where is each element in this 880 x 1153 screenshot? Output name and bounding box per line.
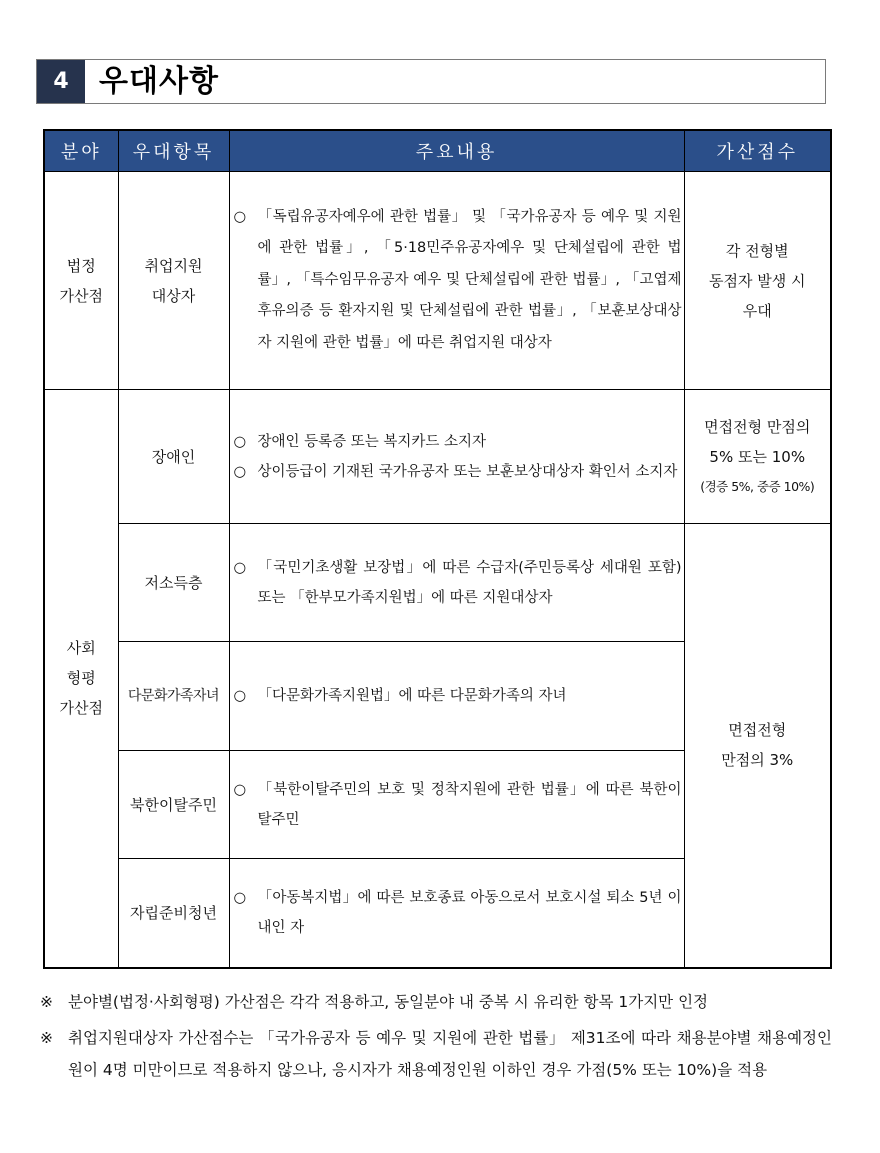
note-mark: ※ — [40, 993, 53, 1011]
note-mark: ※ — [40, 1029, 53, 1047]
disabled-content-cell: ○ 장애인 등록증 또는 복지카드 소지자 ○ 상이등급이 기재된 국가유공자 또는 보훈보상대상자 확인서 소지자 — [229, 390, 684, 524]
table-row — [44, 524, 831, 642]
preference-table — [43, 129, 832, 969]
note-item — [40, 1022, 832, 1086]
header-content: 주요내용 — [229, 130, 684, 172]
multicultural-item-cell: 다문화가족자녀 — [118, 642, 229, 751]
legal-content-text: 「독립유공자예우에 관한 법률」 및 「국가유공자 등 예우 및 지원에 관한 법률」, 「5·18민주유공자예우 및 단체설립에 관한 법률」, 「특수임무유공자 예우 및 단체설립에 관한 법률」, 「고엽제후유의증 등 환자지원 및 단체설립에 관한 법률」, 「보훈보상대상자 지원에 관한 법률」에 따른 취업지원 대상자 — [257, 208, 682, 351]
youth-item-cell: 자립준비청년 — [118, 859, 229, 968]
note-text: 분야별(법정·사회형평) 가산점은 각각 적용하고, 동일분야 내 중복 시 유리한 항목 1가지만 인정 — [68, 993, 709, 1011]
table-row — [44, 172, 831, 390]
note-text: 취업지원대상자 가산점수는 「국가유공자 등 예우 및 지원에 관한 법률」 제31조에 따라 채용분야별 채용예정인원이 4명 미만이므로 적용하지 않으나, 응시자가 채용예정인원 이하인 경우 가점(5% 또는 10%)을 적용 — [68, 1029, 832, 1079]
low-income-content-cell: ○ 「국민기초생활 보장법」에 따른 수급자(주민등록상 세대원 포함) 또는 「한부모가족지원법」에 따른 지원대상자 — [229, 524, 684, 642]
legal-content-cell — [229, 172, 684, 390]
youth-content-cell: ○ 「아동복지법」에 따른 보호종료 아동으로서 보호시설 퇴소 5년 이내인 자 — [229, 859, 684, 968]
legal-category-cell: 법정 가산점 — [44, 172, 118, 390]
legal-score-cell: 각 전형별 동점자 발생 시 우대 — [684, 172, 831, 390]
header-category: 분야 — [44, 130, 118, 172]
notes — [40, 986, 832, 1086]
multicultural-content-cell: ○ 「다문화가족지원법」에 따른 다문화가족의 자녀 — [229, 642, 684, 751]
section-title: 우대사항 — [99, 64, 219, 99]
shared-score-cell: 면접전형 만점의 3% — [684, 524, 831, 968]
table-row — [44, 390, 831, 524]
social-category-cell: 사회 형평 가산점 — [44, 390, 118, 968]
section-header — [36, 59, 826, 104]
legal-item-cell: 취업지원 대상자 — [118, 172, 229, 390]
low-income-item-cell: 저소득층 — [118, 524, 229, 642]
disabled-score-cell: 면접전형 만점의 5% 또는 10% (경증 5%, 중증 10%) — [684, 390, 831, 524]
disabled-item-cell: 장애인 — [118, 390, 229, 524]
defector-item-cell: 북한이탈주민 — [118, 751, 229, 859]
section-number: 4 — [37, 60, 85, 103]
note-item — [40, 986, 832, 1018]
header-score: 가산점수 — [684, 130, 831, 172]
bullet-mark: ○ — [233, 208, 247, 225]
table-header-row — [44, 130, 831, 172]
header-item: 우대항목 — [118, 130, 229, 172]
defector-content-cell: ○ 「북한이탈주민의 보호 및 정착지원에 관한 법률」에 따른 북한이탈주민 — [229, 751, 684, 859]
